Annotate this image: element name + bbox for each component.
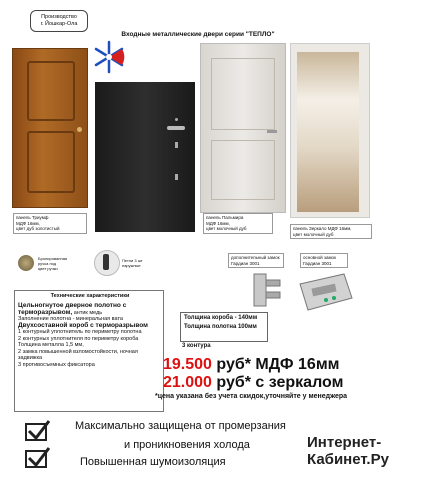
contours-label: 3 контура bbox=[182, 343, 211, 349]
tech-title: Технические характеристики bbox=[50, 293, 130, 299]
tech-bold1: Цельногнутое дверное полотно с терморазрывом, bbox=[18, 302, 127, 316]
production-line2: г. Йошкар-Ола bbox=[40, 21, 78, 27]
lock2-icon bbox=[296, 272, 356, 314]
checkbox-icon bbox=[25, 423, 47, 441]
price-note: *цена указана без учета скидок,уточняйте у менеджера bbox=[155, 393, 348, 400]
tech-bold2: Двухсоставной короб с терморазрывом bbox=[18, 321, 148, 329]
label-triumph: панель Триумф МДФ 16мм, цвет дуб золотистый bbox=[13, 213, 87, 234]
feature-2: и проникновения холода bbox=[124, 439, 250, 451]
tech-body: Цельногнутое дверное полотно с терморазрывом, антик медь Заполнение полотна - минеральная вата Двухсоставной короб с терморазрывом 1 контурный уплотнитель по периметру полотна 2 контурных уплотнителя по периметру короба Толщина металла 1,5 мм, 2 замка повышенной взломостойкости, ночная задвижка 3 противосъемных фиксатора bbox=[18, 302, 148, 368]
price-mdf: 19.500 руб* МДФ 16мм bbox=[163, 356, 340, 373]
label-mirror: панель Зеркало МДФ 16мм, цвет молочный дуб bbox=[290, 224, 372, 239]
label-palmira: панель Пальмира МДФ 16мм, цвет молочный дуб bbox=[203, 213, 273, 234]
door-palmira-image bbox=[200, 43, 286, 213]
price-mirror: 21.000 руб* с зеркалом bbox=[163, 374, 344, 391]
door-triumph-image bbox=[12, 48, 88, 208]
series-title: Входные металлические двери серии "ТЕПЛО" bbox=[121, 31, 275, 38]
thickness-box: Толщина короба - 140мм Толщина полотна 100мм bbox=[180, 312, 268, 342]
hinge-caption: Петли 3 шт наружные bbox=[122, 258, 143, 268]
feature-1: Максимально защищена от промерзания bbox=[75, 420, 286, 432]
checkbox-icon bbox=[25, 450, 47, 468]
lock2-caption: основной замок Гардиан 3001 bbox=[300, 253, 348, 268]
peephole-icon bbox=[18, 255, 34, 271]
eye-caption: Бронированная ручка под цвет ручки bbox=[38, 256, 68, 271]
snowflake-heat-icon bbox=[92, 40, 126, 74]
production-box bbox=[30, 10, 88, 32]
door-exterior-image bbox=[95, 82, 195, 232]
lock1-icon bbox=[248, 270, 288, 310]
feature-3: Повышенная шумоизоляция bbox=[80, 456, 226, 468]
lock1-caption: дополнительный замок Гардиан 3001 bbox=[228, 253, 284, 268]
watermark: Интернет- Кабинет.Ру bbox=[307, 434, 389, 468]
production-line1: Производство bbox=[41, 14, 77, 20]
door-mirror-image bbox=[290, 43, 370, 218]
